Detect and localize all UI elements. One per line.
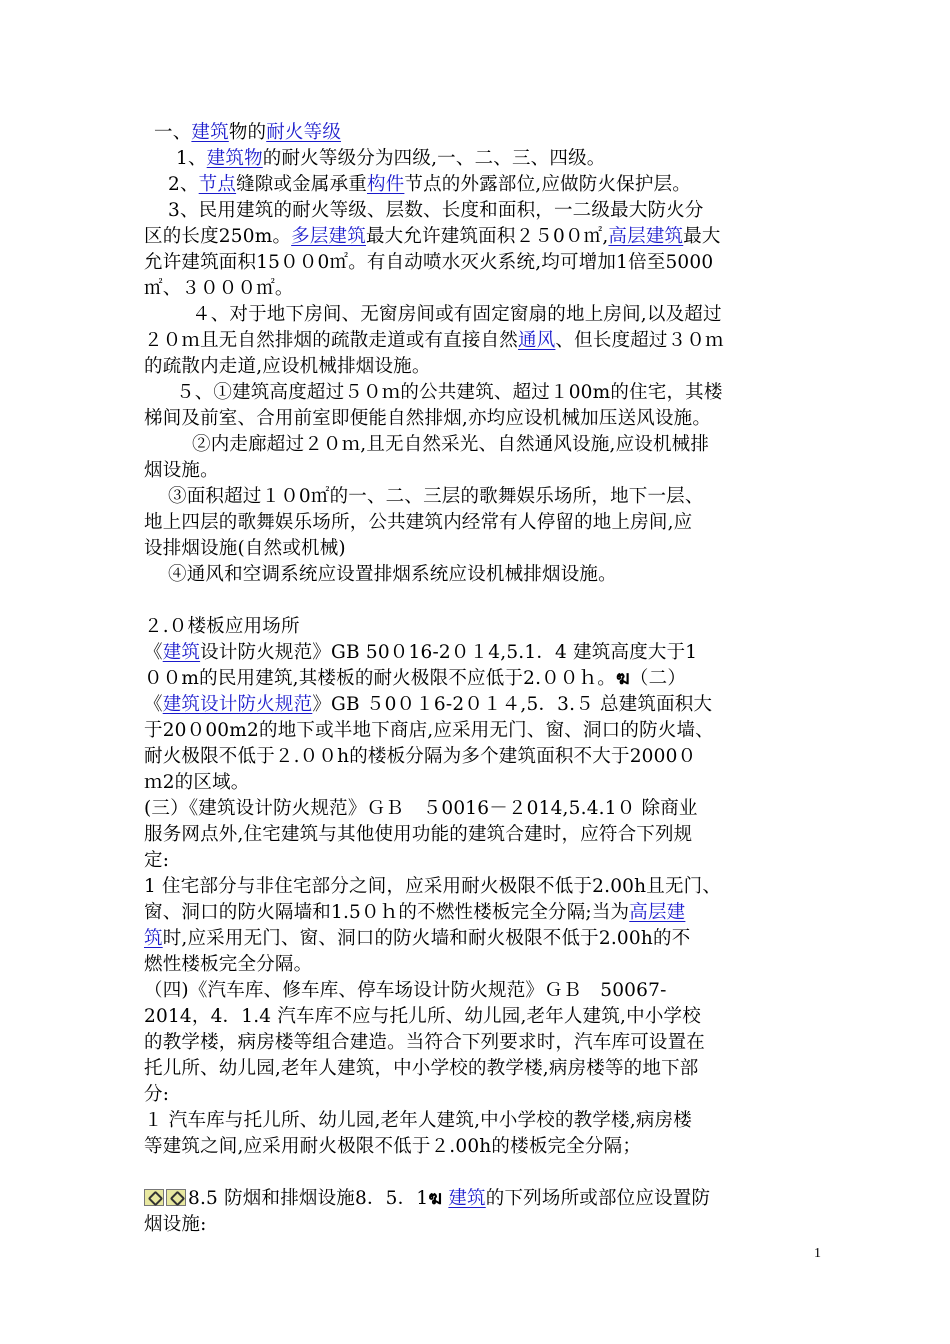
paragraph-5-line: ５、①建筑高度超过５０ｍ的公共建筑、超过１00m的住宅，其楼: [176, 382, 723, 403]
text: 的下列场所或部位应设置防: [485, 1188, 711, 1209]
paragraph-2: [144, 172, 839, 198]
text: 1、: [176, 148, 207, 169]
pencil-box-icon: [144, 1189, 164, 1206]
link-building[interactable]: 建筑: [448, 1188, 486, 1209]
text: 设计防火规范》GB 50０16-2０１4,5.1．4 建筑高度大于1: [200, 642, 698, 663]
text: 物的: [228, 122, 267, 143]
clause-line: 分:: [144, 1084, 170, 1105]
link-highrise-1[interactable]: 高层建: [629, 902, 686, 923]
clause-line: [144, 926, 839, 952]
clause-line: 服务网点外,住宅建筑与其他使用功能的建筑合建时，应符合下列规: [144, 824, 693, 845]
smoke-control-line: [144, 1186, 839, 1212]
spacer: [144, 1160, 839, 1186]
link-building-object[interactable]: 建筑物: [206, 148, 263, 169]
spacer: [144, 588, 839, 614]
symbol-glyph: ฆ: [615, 668, 630, 689]
paragraph-5-line: 烟设施。: [144, 460, 219, 481]
paragraph-5-line: ②内走廊超过２０ｍ,且无自然采光、自然通风设施,应设机械排: [192, 434, 710, 455]
text: 缝隙或金属承重: [236, 174, 367, 195]
paragraph-4-line: [144, 328, 839, 354]
paragraph-5-line: 设排烟设施(自然或机械): [144, 538, 346, 559]
clause-line: （四)《汽车库、修车库、停车场设计防火规范》ＧＢ 50067-: [144, 980, 667, 1001]
clause-line: (三）《建筑设计防火规范》ＧＢ ５0016－２014,5.4.1０ 除商业: [144, 798, 698, 819]
text: 《: [144, 694, 163, 715]
clause-line: 的教学楼，病房楼等组合建造。当符合下列要求时，汽车库可设置在: [144, 1032, 706, 1053]
clause-line: 等建筑之间,应采用耐火极限不低于２.00h的楼板完全分隔；: [144, 1136, 642, 1157]
clause-line: [144, 692, 839, 718]
text: 8.5 防烟和排烟设施8．5．1: [188, 1188, 429, 1209]
paragraph-3-line: ㎡、３０００㎡。: [144, 278, 294, 299]
clause-line: 托儿所、幼儿园,老年人建筑，中小学校的教学楼,病房楼等的地下部: [144, 1058, 699, 1079]
paragraph-4-line: 的疏散内走道,应设机械排烟设施。: [144, 356, 431, 377]
text: 》GB ５0０１6-2０１４,5．3.５ 总建筑面积大: [312, 694, 713, 715]
text: 一、: [154, 122, 192, 143]
link-component[interactable]: 构件: [366, 174, 405, 195]
text: ２０ｍ且无自然排烟的疏散走道或有直接自然: [144, 330, 519, 351]
heading-fire-rating: [144, 120, 839, 146]
paragraph-1: [144, 146, 839, 172]
link-highrise-2[interactable]: 筑: [144, 928, 163, 949]
clause-line: 2014，4．1.4 汽车库不应与托儿所、幼儿园,老年人建筑,中小学校: [144, 1006, 701, 1027]
text: 区的长度250m。: [144, 226, 292, 247]
symbol-glyph: ฆ: [428, 1188, 443, 1209]
clause-line: 定:: [144, 850, 170, 871]
text: 、但长度超过３０ｍ: [555, 330, 724, 351]
clause-line: 耐火极限不低于２.００h的楼板分隔为多个建筑面积不大于2000０: [144, 746, 697, 767]
text: （二）: [629, 668, 687, 689]
paragraph-5-line: ④通风和空调系统应设置排烟系统应设机械排烟设施。: [168, 564, 617, 585]
link-fire-code[interactable]: 建筑设计防火规范: [162, 694, 313, 715]
paragraph-3-line: [144, 224, 839, 250]
text: ００m的民用建筑,其楼板的耐火极限不应低于2.００ｈ。: [144, 668, 616, 689]
paragraph-4-line: ４、对于地下房间、无窗房间或有固定窗扇的地上房间,以及超过: [192, 304, 722, 325]
clause-line: ｍ2的区域。: [144, 772, 250, 793]
paragraph-3-line: 3、民用建筑的耐火等级、层数、长度和面积，一二级最大防火分: [168, 200, 704, 221]
section-heading-floor: ２.０楼板应用场所: [144, 616, 300, 637]
link-node[interactable]: 节点: [198, 174, 237, 195]
clause-line: １ 汽车库与托儿所、幼儿园,老年人建筑,中小学校的教学楼,病房楼: [144, 1110, 692, 1131]
document-body: [144, 120, 839, 1238]
smoke-control-line: 烟设施:: [144, 1214, 207, 1235]
text: 节点的外露部位,应做防火保护层。: [404, 174, 691, 195]
link-multistorey[interactable]: 多层建筑: [291, 226, 366, 247]
text: 时,应采用无门、窗、洞口的防火墙和耐火极限不低于2.00h的不: [162, 928, 691, 949]
page-number: 1: [814, 1246, 821, 1261]
clause-line: 1 住宅部分与非住宅部分之间，应采用耐火极限不低于2.00h且无门、: [144, 876, 722, 897]
link-building[interactable]: 建筑: [191, 122, 229, 143]
text: 的耐火等级分为四级,一、二、三、四级。: [262, 148, 606, 169]
text: 《: [144, 642, 163, 663]
paragraph-5-line: 地上四层的歌舞娱乐场所，公共建筑内经常有人停留的地上房间,应: [144, 512, 693, 533]
clause-line: [144, 900, 839, 926]
paragraph-5-line: ③面积超过１０0㎡的一、二、三层的歌舞娱乐场所，地下一层、: [168, 486, 704, 507]
link-fire-rating[interactable]: 耐火等级: [266, 122, 342, 143]
pencil-box-icon: [166, 1189, 186, 1206]
link-highrise[interactable]: 高层建筑: [608, 226, 684, 247]
paragraph-5-line: 梯间及前室、合用前室即便能自然排烟,亦均应设机械加压送风设施。: [144, 408, 712, 429]
text: 最大: [683, 226, 721, 247]
clause-line: [144, 640, 839, 666]
clause-line: [144, 666, 839, 692]
link-ventilation[interactable]: 通风: [518, 330, 556, 351]
text: 窗、洞口的防火隔墙和1.5０ｈ的不燃性楼板完全分隔;当为: [144, 902, 630, 923]
text: 2、: [168, 174, 199, 195]
clause-line: 燃性楼板完全分隔。: [144, 954, 313, 975]
paragraph-3-line: 允许建筑面积15００0㎡。有自动喷水灭火系统,均可增加1倍至5000: [144, 252, 714, 273]
text: 最大允许建筑面积２５0０㎡,: [365, 226, 609, 247]
link-building[interactable]: 建筑: [162, 642, 201, 663]
clause-line: 于20０00m2的地下或半地下商店,应采用无门、窗、洞口的防火墙、: [144, 720, 714, 741]
